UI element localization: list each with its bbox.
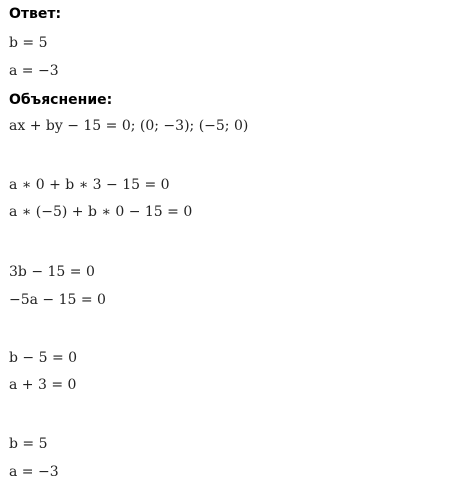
equation-line-simplified-1: 3b − 15 = 0: [9, 264, 95, 280]
equation-line-general: ax + by − 15 = 0; (0; −3); (−5; 0): [9, 118, 249, 134]
equation-line-divided-2: a + 3 = 0: [9, 377, 77, 393]
equation-line-substitute-1: a ∗ 0 + b ∗ 3 − 15 = 0: [9, 177, 170, 193]
equation-line-simplified-2: −5a − 15 = 0: [9, 292, 106, 308]
equation-line-divided-1: b − 5 = 0: [9, 350, 78, 366]
equation-line-result-b: b = 5: [9, 436, 48, 452]
explanation-heading: Объяснение:: [9, 92, 113, 108]
answer-line-b: b = 5: [9, 35, 48, 51]
equation-line-substitute-2: a ∗ (−5) + b ∗ 0 − 15 = 0: [9, 204, 193, 220]
equation-line-result-a: a = −3: [9, 464, 59, 480]
answer-line-a: a = −3: [9, 63, 59, 79]
answer-heading: Ответ:: [9, 6, 62, 22]
